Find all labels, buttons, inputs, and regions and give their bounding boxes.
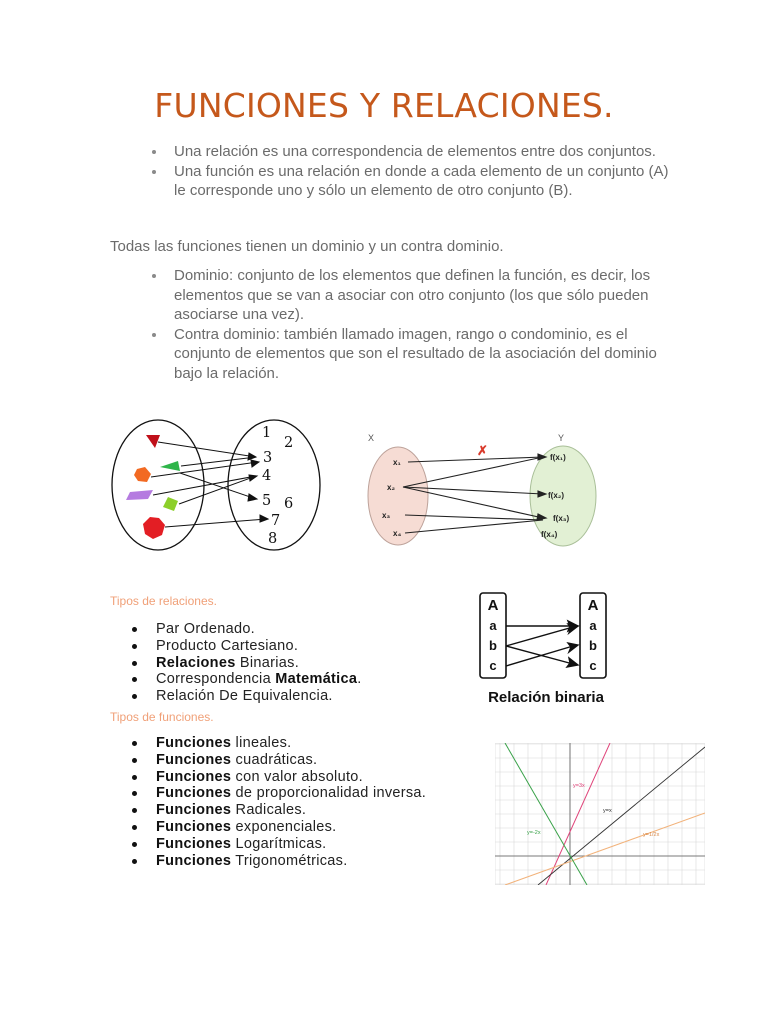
shapes-mapping-diagram [108,415,330,555]
cross-mark-icon: ✗ [477,443,488,458]
line-label: y=x [603,808,612,814]
item-bold: Funciones [156,735,232,751]
item-text: Correspondencia [156,671,276,688]
mapping-arrow [405,515,543,520]
set-b-element: a [589,618,597,633]
item-text: con valor absoluto. [231,768,363,785]
item-bold: Funciones [156,768,232,785]
mapping-arrow [180,473,256,499]
item-text: Binarias. [235,654,300,671]
mapping-arrow [181,457,256,466]
mapping-arrow [405,520,543,533]
set-a-element: b [489,638,497,653]
item-text: Trigonométricas. [231,852,348,869]
arrowhead [248,453,256,460]
tipos-relaciones-heading: Tipos de relaciones. [110,594,217,608]
item-text: exponenciales. [231,818,337,835]
item-text: Par Ordenado. [156,621,256,637]
item-bold: Funciones [156,751,232,768]
set-number: 2 [284,435,294,451]
item-bold: Funciones [156,835,232,852]
mapping-arrow [158,442,256,457]
orange-pentagon-shape [134,467,151,482]
set-number: 8 [268,531,278,547]
green-triangle-shape [160,461,180,471]
set-y-label: Y [558,433,565,443]
list-item: Una función es una relación en donde a cada elemento de un conjunto (A) le corresponde uno y sólo un elemento de otro conjunto (B). [150,162,670,201]
set-number: 1 [262,425,272,441]
item-text: de proporcionalidad inversa. [231,785,427,802]
intro-bullet-list [150,142,670,201]
list-item [130,853,426,870]
line-label: y=1/2x [643,832,660,838]
set-x-label: X [368,433,375,443]
item-text: Logarítmicas. [231,835,327,852]
lime-diamond-shape [163,497,178,511]
set-a-element: c [489,658,497,673]
list-item [130,802,426,819]
list-item [130,836,426,853]
codomain-element: f(x₃) [553,514,570,523]
list-item: Dominio: conjunto de los elementos que definen la función, es decir, los elementos que se van a asociar con otro conjunto (los que sólo pueden asociarse una vez). [150,266,670,325]
mapping-arrow [151,462,258,477]
item-text: Radicales. [231,802,307,819]
domain-element: x₂ [387,483,396,492]
mapping-arrow [179,476,256,504]
binary-relation-caption: Relación binaria [488,689,604,706]
item-bold: Funciones [156,785,232,802]
line-label: y=3x [573,783,585,789]
domain-element: x₁ [393,458,401,467]
list-item [130,785,426,802]
arrowhead [251,460,259,467]
violet-parallelogram-shape [126,490,153,500]
item-text: Producto Cartesiano. [156,637,299,654]
codomain-element: f(x₂) [548,491,564,500]
item-bold: Funciones [156,818,232,835]
function-mapping-diagram [360,432,605,550]
set-b-header: A [587,597,599,614]
list-item [130,621,362,638]
list-item [130,769,426,786]
red-heptagon-shape [143,517,165,539]
list-item [130,819,426,836]
mapping-arrow [165,519,266,527]
list-item [130,655,362,672]
list-item [130,688,362,705]
red-triangle-shape [146,435,160,448]
arrowhead [248,494,257,501]
set-number: 3 [263,450,273,466]
domain-element: x₃ [382,511,391,520]
domain-element: x₄ [393,529,402,538]
line-label: y=-2x [527,830,541,836]
set-number: 5 [262,493,272,509]
item-text: lineales. [231,735,292,751]
set-a-element: a [489,618,497,633]
relaciones-list [130,621,362,705]
list-item [130,735,426,752]
tipos-funciones-heading: Tipos de funciones. [110,710,214,724]
mapping-arrow [153,476,256,495]
relation-arrow [506,627,573,646]
linear-functions-graph [495,743,705,885]
item-text: cuadráticas. [231,751,318,768]
item-text: . [357,671,362,688]
domain-bullet-list [150,266,670,383]
item-bold: Matemática [275,671,358,688]
set-number: 7 [271,513,281,529]
set-number: 6 [284,496,294,512]
set-b-element: c [589,658,597,673]
binary-relation-diagram [470,588,620,710]
set-b-element: b [589,638,597,653]
list-item [130,638,362,655]
list-item [130,671,362,688]
codomain-element: f(x₄) [541,530,558,539]
item-bold: Relaciones [156,654,236,671]
item-bold: Funciones [156,852,232,869]
list-item: Una relación es una correspondencia de elementos entre dos conjuntos. [150,142,670,162]
codomain-element: f(x₁) [550,453,566,462]
set-a-header: A [487,597,499,614]
set-number: 4 [262,468,272,484]
arrowhead [260,515,268,522]
paragraph: Todas las funciones tienen un dominio y un contra dominio. [110,238,504,255]
list-item: Contra dominio: también llamado imagen, rango o condominio, es el conjunto de elementos que son el resultado de la asociación del dominio bajo la relación. [150,325,670,384]
page-title: FUNCIONES Y RELACIONES. [154,86,614,125]
item-bold: Funciones [156,802,232,819]
funciones-list [130,735,426,869]
list-item [130,752,426,769]
item-text: Relación De Equivalencia. [156,688,333,705]
